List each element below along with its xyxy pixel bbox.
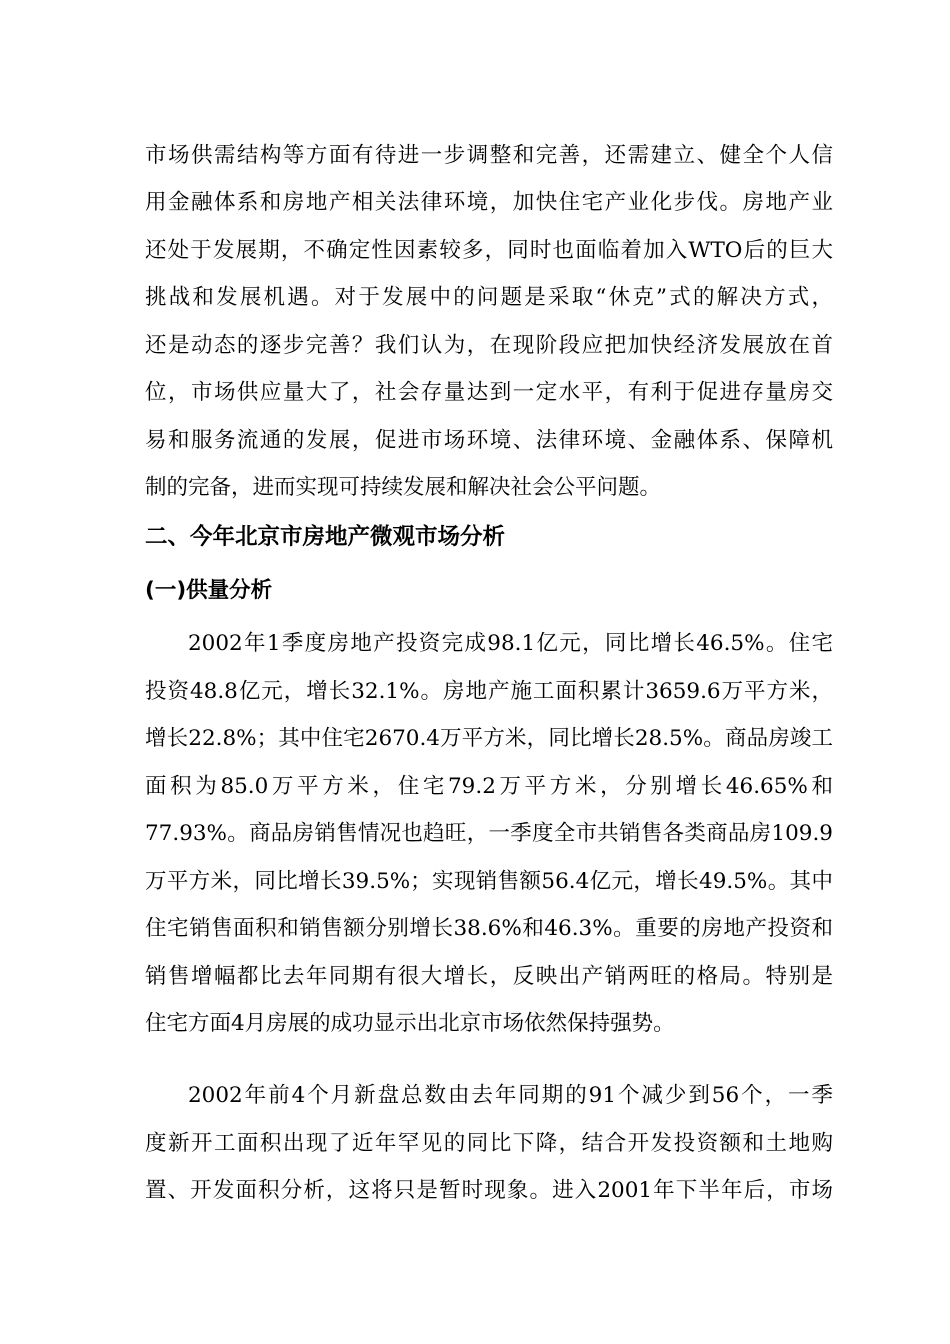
paragraph-line: 2002年前4个月新盘总数由去年同期的91个减少到56个，一季 bbox=[188, 1083, 833, 1108]
paragraph-line: 易和服务流通的发展，促进市场环境、法律环境、金融体系、保障机 bbox=[145, 428, 833, 453]
paragraph-line: 住宅方面4月房展的成功显示出北京市场依然保持强势。 bbox=[145, 1011, 675, 1036]
paragraph-line: 增长22.8%；其中住宅2670.4万平方米，同比增长28.5%。商品房竣工 bbox=[145, 726, 833, 751]
paragraph-line: 度新开工面积出现了近年罕见的同比下降，结合开发投资额和土地购 bbox=[145, 1131, 833, 1156]
paragraph-line: 2002年1季度房地产投资完成98.1亿元，同比增长46.5%。住宅 bbox=[188, 631, 833, 656]
paragraph-line: 置、开发面积分析，这将只是暂时现象。进入2001年下半年后，市场 bbox=[145, 1178, 833, 1203]
section-heading: 二、今年北京市房地产微观市场分析 bbox=[145, 524, 506, 550]
paragraph-line: 位，市场供应量大了，社会存量达到一定水平，有利于促进存量房交 bbox=[145, 380, 833, 405]
paragraph-line: 销售增幅都比去年同期有很大增长，反映出产销两旺的格局。特别是 bbox=[145, 964, 833, 989]
paragraph-line: 还处于发展期，不确定性因素较多，同时也面临着加入WTO后的巨大 bbox=[145, 238, 833, 263]
paragraph-line: 制的完备，进而实现可持续发展和解决社会公平问题。 bbox=[145, 475, 662, 500]
paragraph-line: 万平方米，同比增长39.5%；实现销售额56.4亿元，增长49.5%。其中 bbox=[145, 869, 833, 894]
paragraph-line: 还是动态的逐步完善？我们认为，在现阶段应把加快经济发展放在首 bbox=[145, 333, 833, 358]
subsection-heading: (一)供量分析 bbox=[145, 578, 273, 603]
paragraph-line: 市场供需结构等方面有待进一步调整和完善，还需建立、健全个人信 bbox=[145, 143, 833, 168]
paragraph-line: 挑战和发展机遇。对于发展中的问题是采取“休克”式的解决方式， bbox=[145, 285, 833, 310]
paragraph-line: 面积为85.0万平方米，住宅79.2万平方米，分别增长46.65%和 bbox=[145, 774, 833, 799]
paragraph-line: 77.93%。商品房销售情况也趋旺，一季度全市共销售各类商品房109.9 bbox=[145, 821, 833, 846]
paragraph-line: 住宅销售面积和销售额分别增长38.6%和46.3%。重要的房地产投资和 bbox=[145, 916, 833, 941]
paragraph-line: 用金融体系和房地产相关法律环境，加快住宅产业化步伐。房地产业 bbox=[145, 190, 833, 215]
paragraph-line: 投资48.8亿元，增长32.1%。房地产施工面积累计3659.6万平方米， bbox=[145, 679, 833, 704]
